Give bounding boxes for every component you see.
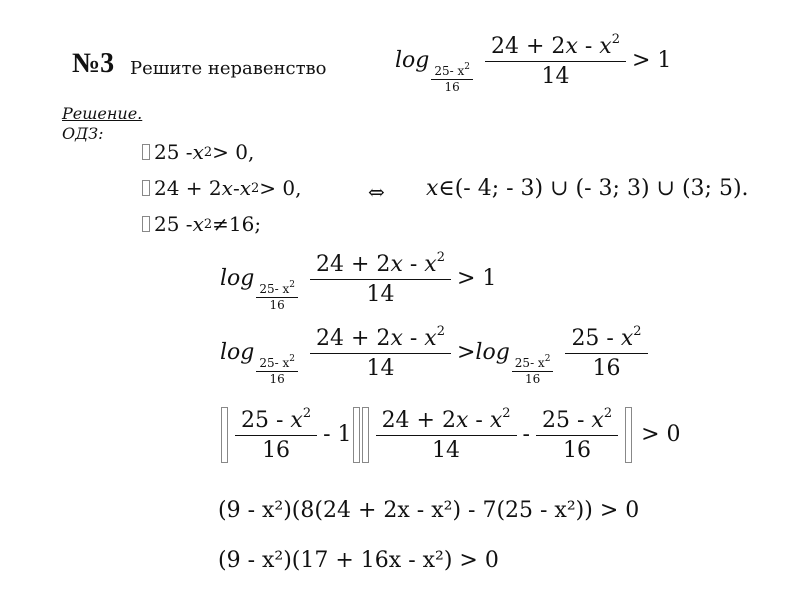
brace-icon <box>142 144 150 160</box>
brace-icon <box>142 180 150 196</box>
step-1: log 25- $x^2$ 16 $\frac{24 + 2x - x^2}{14}$ > 1 <box>220 249 497 312</box>
step-4: (9 - x²)(8(24 + 2x - x²) - 7(25 - x²)) > 0 <box>218 498 640 523</box>
step-5: (9 - x²)(17 + 16x - x²) > 0 <box>218 548 499 573</box>
log-argument: $\frac{24 + 2x - x^2}{14}$ <box>485 32 626 89</box>
equivalence-icon: ⇔ <box>368 180 385 204</box>
domain-result: x∈(- 4; - 3) ∪ (- 3; 3) ∪ (3; 5). <box>426 176 749 201</box>
log-base: 25- $x^2$ 16 <box>431 62 473 94</box>
odz-label: ОДЗ: <box>62 124 104 143</box>
rhs: > 1 <box>631 47 672 73</box>
log-label: log <box>395 47 430 73</box>
brace-icon <box>142 216 150 232</box>
step-3: $\frac{25 - x^2}{16}$ - 1 $\frac{24 + 2x - x^2}{14}$ - $\frac{25 - x^2}{16}$ > 0 <box>220 406 681 463</box>
task-inequality <box>395 26 671 94</box>
task-number: №3 <box>72 48 115 79</box>
task-text: Решите неравенство <box>130 58 327 79</box>
solution-title: Решение. <box>62 104 143 123</box>
system-line-2: 24 + 2 x - x 2 > 0, <box>142 176 301 200</box>
system-line-1: 25 - x 2 > 0, <box>142 140 254 164</box>
step-2: log 25- $x^2$ 16 $\frac{24 + 2x - x^2}{14}$ > log 25- $x^2$ 16 $\frac{25 - x^2}{16}$ <box>220 318 654 386</box>
system-line-3: 25 - x 2 ≠16; <box>142 212 261 236</box>
